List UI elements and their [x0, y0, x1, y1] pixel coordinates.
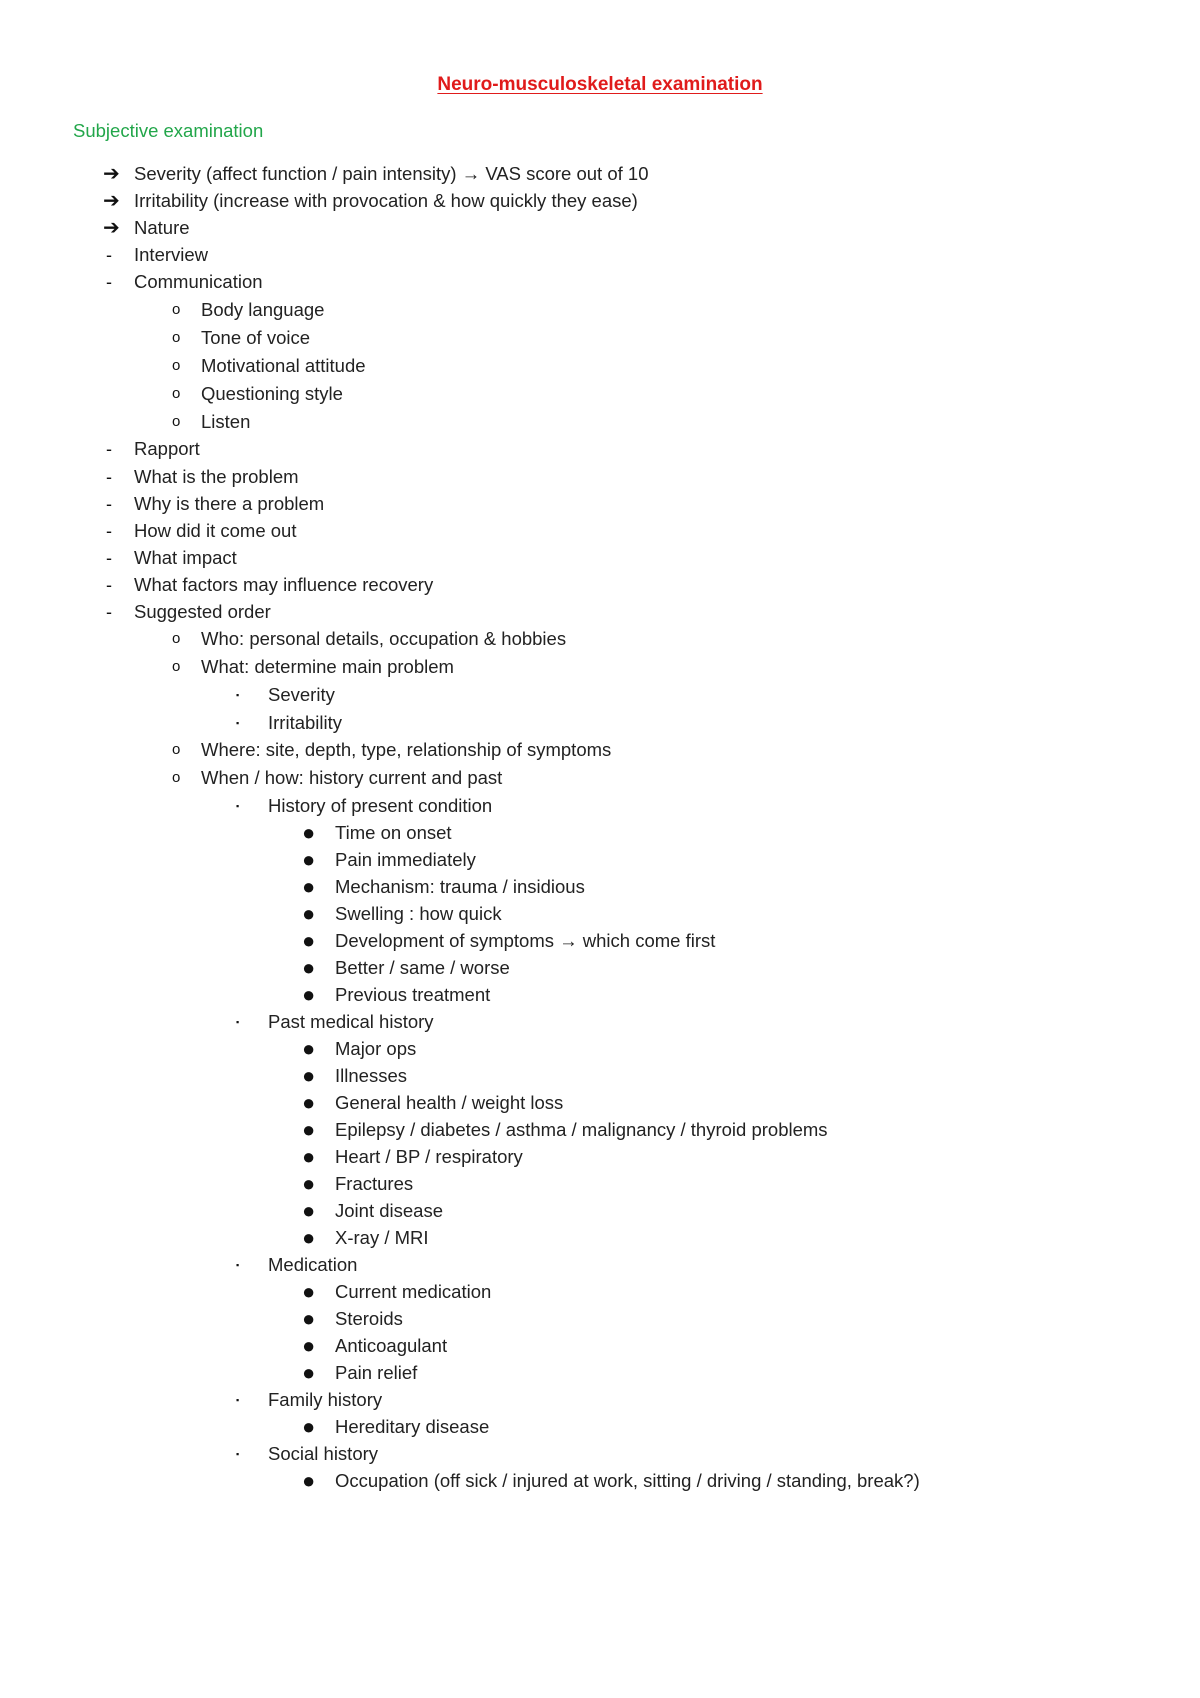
dot-bullet-icon: ● — [302, 1036, 316, 1061]
outline-item — [0, 821, 1200, 845]
outline-item-text: Heart / BP / respiratory — [335, 1146, 523, 1167]
arrow-bullet-icon: ➔ — [103, 163, 120, 185]
outline-item — [0, 298, 1200, 322]
outline-item-text: Occupation (off sick / injured at work, sitting / driving / standing, break?) — [335, 1470, 920, 1491]
outline-item — [0, 1415, 1200, 1439]
square-bullet-icon: ▪ — [236, 690, 240, 700]
outline-item — [0, 848, 1200, 872]
outline-item-text: Development of symptoms → which come first — [335, 930, 716, 951]
outline-item — [0, 1307, 1200, 1331]
outline-item — [0, 1388, 1200, 1412]
outline-item — [0, 1010, 1200, 1034]
outline-item-text: Listen — [201, 411, 251, 432]
circle-bullet-icon: o — [172, 357, 181, 374]
outline-item — [0, 519, 1200, 543]
outline-item-text: Medication — [268, 1254, 358, 1275]
outline-item — [0, 956, 1200, 980]
dot-bullet-icon: ● — [302, 1279, 316, 1304]
outline-item-text: Epilepsy / diabetes / asthma / malignancy / thyroid problems — [335, 1119, 828, 1140]
outline-item — [0, 683, 1200, 707]
outline-item-text: Motivational attitude — [201, 355, 366, 376]
dash-bullet-icon: - — [106, 467, 112, 487]
dash-bullet-icon: - — [106, 548, 112, 568]
outline-item-text: Better / same / worse — [335, 957, 510, 978]
outline-item-text: Where: site, depth, type, relationship of symptoms — [201, 739, 612, 760]
outline-item-text: Irritability — [268, 712, 343, 733]
outline-item-text: Anticoagulant — [335, 1335, 448, 1356]
dash-bullet-icon: - — [106, 602, 112, 622]
dash-bullet-icon: - — [106, 575, 112, 595]
outline-item — [0, 270, 1200, 294]
square-bullet-icon: ▪ — [236, 1449, 240, 1459]
outline-item — [0, 1361, 1200, 1385]
arrow-bullet-icon: ➔ — [103, 217, 120, 239]
outline-item-text: X-ray / MRI — [335, 1227, 429, 1248]
dot-bullet-icon: ● — [302, 1198, 316, 1223]
outline-item-text: History of present condition — [268, 795, 493, 816]
outline-item-text: Fractures — [335, 1173, 414, 1194]
outline-item — [0, 492, 1200, 516]
dot-bullet-icon: ● — [302, 1144, 316, 1169]
outline-item-text: Joint disease — [335, 1200, 443, 1221]
outline-item — [0, 573, 1200, 597]
dot-bullet-icon: ● — [302, 847, 316, 872]
outline-item — [0, 983, 1200, 1007]
outline-item — [0, 1199, 1200, 1223]
square-bullet-icon: ▪ — [236, 801, 240, 811]
outline-item-text: What factors may influence recovery — [134, 574, 434, 595]
dash-bullet-icon: - — [106, 439, 112, 459]
outline-item — [0, 1145, 1200, 1169]
outline-item-text: Irritability (increase with provocation & how quickly they ease) — [134, 190, 638, 211]
dot-bullet-icon: ● — [302, 928, 316, 953]
square-bullet-icon: ▪ — [236, 1017, 240, 1027]
outline-item — [0, 410, 1200, 434]
outline-item-text: Current medication — [335, 1281, 492, 1302]
outline-item — [0, 766, 1200, 790]
dot-bullet-icon: ● — [302, 1306, 316, 1331]
dash-bullet-icon: - — [106, 272, 112, 292]
outline-item-text: Previous treatment — [335, 984, 491, 1005]
outline-item — [0, 1172, 1200, 1196]
outline-item — [0, 738, 1200, 762]
outline-item — [0, 929, 1200, 953]
outline-item — [0, 794, 1200, 818]
outline-item-text: Rapport — [134, 438, 200, 459]
outline-item — [0, 875, 1200, 899]
outline-item-text: Steroids — [335, 1308, 403, 1329]
outline-item-text: Social history — [268, 1443, 379, 1464]
outline-item-text: Swelling : how quick — [335, 903, 502, 924]
outline-item-text: Hereditary disease — [335, 1416, 490, 1437]
outline-item-text: Communication — [134, 271, 263, 292]
outline-item — [0, 243, 1200, 267]
dot-bullet-icon: ● — [302, 901, 316, 926]
outline-item — [0, 1037, 1200, 1061]
outline-item-text: How did it come out — [134, 520, 297, 541]
dot-bullet-icon: ● — [302, 1063, 316, 1088]
dash-bullet-icon: - — [106, 521, 112, 541]
dot-bullet-icon: ● — [302, 1333, 316, 1358]
outline-item — [0, 655, 1200, 679]
outline-item — [0, 600, 1200, 624]
outline-item — [0, 1334, 1200, 1358]
circle-bullet-icon: o — [172, 413, 181, 430]
outline-item — [0, 216, 1200, 240]
dot-bullet-icon: ● — [302, 982, 316, 1007]
outline-item — [0, 1469, 1200, 1493]
dot-bullet-icon: ● — [302, 1117, 316, 1142]
outline-item — [0, 189, 1200, 213]
square-bullet-icon: ▪ — [236, 718, 240, 728]
dot-bullet-icon: ● — [302, 1171, 316, 1196]
dot-bullet-icon: ● — [302, 1468, 316, 1493]
outline-item-text: Severity — [268, 684, 335, 705]
outline-item-text: Time on onset — [335, 822, 452, 843]
outline-item-text: Family history — [268, 1389, 383, 1410]
outline-item-text: Interview — [134, 244, 209, 265]
outline-item-text: Past medical history — [268, 1011, 434, 1032]
circle-bullet-icon: o — [172, 385, 181, 402]
outline-item-text: Mechanism: trauma / insidious — [335, 876, 585, 897]
dash-bullet-icon: - — [106, 245, 112, 265]
dash-bullet-icon: - — [106, 494, 112, 514]
dot-bullet-icon: ● — [302, 1090, 316, 1115]
outline-item-text: Pain immediately — [335, 849, 476, 870]
outline-item — [0, 1253, 1200, 1277]
outline-item — [0, 1064, 1200, 1088]
outline-item-text: Pain relief — [335, 1362, 418, 1383]
outline-item — [0, 354, 1200, 378]
outline-item — [0, 465, 1200, 489]
section-heading: Subjective examination — [73, 120, 264, 141]
outline-item — [0, 546, 1200, 570]
outline-item-text: What: determine main problem — [201, 656, 454, 677]
outline-item-text: What impact — [134, 547, 237, 568]
outline-item — [0, 162, 1200, 186]
outline-item-text: Suggested order — [134, 601, 271, 622]
arrow-bullet-icon: ➔ — [103, 190, 120, 212]
outline-item — [0, 437, 1200, 461]
dot-bullet-icon: ● — [302, 1360, 316, 1385]
outline-item — [0, 711, 1200, 735]
outline-item — [0, 1091, 1200, 1115]
outline-item-text: General health / weight loss — [335, 1092, 564, 1113]
circle-bullet-icon: o — [172, 630, 181, 647]
outline-item — [0, 1118, 1200, 1142]
dot-bullet-icon: ● — [302, 820, 316, 845]
document-title: Neuro-musculoskeletal examination — [437, 74, 763, 95]
outline-item-text: Why is there a problem — [134, 493, 325, 514]
outline-item — [0, 627, 1200, 651]
outline-item-text: Severity (affect function / pain intensity) → VAS score out of 10 — [134, 163, 649, 184]
circle-bullet-icon: o — [172, 329, 181, 346]
outline-item — [0, 1280, 1200, 1304]
dot-bullet-icon: ● — [302, 955, 316, 980]
outline-item — [0, 1442, 1200, 1466]
square-bullet-icon: ▪ — [236, 1395, 240, 1405]
outline-item-text: What is the problem — [134, 466, 299, 487]
circle-bullet-icon: o — [172, 301, 181, 318]
outline-item — [0, 382, 1200, 406]
circle-bullet-icon: o — [172, 658, 181, 675]
outline-item-text: Major ops — [335, 1038, 417, 1059]
circle-bullet-icon: o — [172, 769, 181, 786]
outline-item-text: Nature — [134, 217, 190, 238]
dot-bullet-icon: ● — [302, 1225, 316, 1250]
outline-item-text: Body language — [201, 299, 325, 320]
outline-item-text: Who: personal details, occupation & hobbies — [201, 628, 567, 649]
square-bullet-icon: ▪ — [236, 1260, 240, 1270]
dot-bullet-icon: ● — [302, 1414, 316, 1439]
outline-item-text: Tone of voice — [201, 327, 311, 348]
outline-item — [0, 902, 1200, 926]
outline-item — [0, 1226, 1200, 1250]
circle-bullet-icon: o — [172, 741, 181, 758]
outline-item — [0, 326, 1200, 350]
outline-item-text: Questioning style — [201, 383, 343, 404]
outline-item-text: When / how: history current and past — [201, 767, 503, 788]
outline-item-text: Illnesses — [335, 1065, 407, 1086]
dot-bullet-icon: ● — [302, 874, 316, 899]
